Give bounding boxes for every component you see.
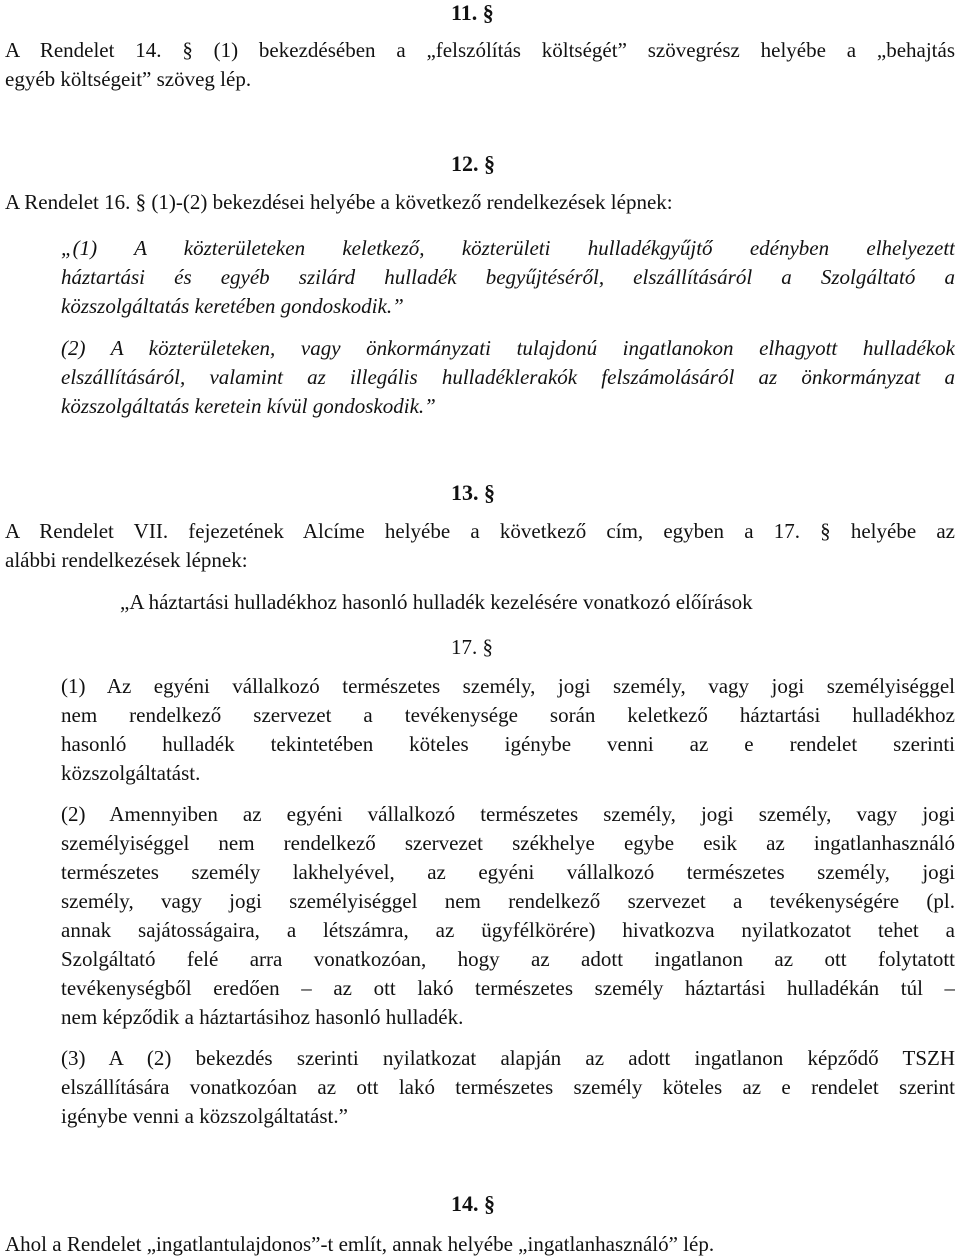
- text-line: természetes személy lakhelyével, az egyéni vállalkozó természetes személy, jogi: [61, 862, 955, 884]
- text-line: közszolgáltatást.: [61, 763, 201, 785]
- text-line: közszolgáltatás keretében gondoskodik.”: [61, 296, 404, 318]
- text-line: A Rendelet 14. § (1) bekezdésében a „felszólítás költségét” szövegrész helyébe a „behajtás: [5, 40, 955, 62]
- text-line: (2) Amennyiben az egyéni vállalkozó természetes személy, jogi személy, vagy jogi: [61, 804, 955, 826]
- article-17-heading: 17. §: [451, 635, 493, 659]
- text-line: személy, vagy jogi személyiséggel nem rendelkező szervezet a tevékenységére (pl.: [61, 891, 955, 913]
- text-line: közszolgáltatás keretein kívül gondoskodik.”: [61, 396, 436, 418]
- section-12-intro: A Rendelet 16. § (1)-(2) bekezdései helyébe a következő rendelkezések lépnek:: [5, 190, 673, 214]
- text-line: (3) A (2) bekezdés szerinti nyilatkozat alapján az adott ingatlanon képződő TSZH: [61, 1048, 955, 1070]
- section-13-subtitle: „A háztartási hulladékhoz hasonló hulladék kezelésére vonatkozó előírások: [120, 590, 753, 614]
- text-line: egyéb költségeit” szöveg lép.: [5, 69, 252, 91]
- text-line: „(1) A közterületeken keletkező, közterületi hulladékgyűjtő edényben elhelyezett: [61, 238, 955, 260]
- text-line: alábbi rendelkezések lépnek:: [5, 550, 248, 572]
- text-line: elszállítására vonatkozóan az ott lakó természetes személy köteles az e rendelet szerint: [61, 1077, 955, 1099]
- text-line: igénybe venni a közszolgáltatást.”: [61, 1106, 348, 1128]
- section-12-paragraph-1: [61, 238, 955, 325]
- article-17-paragraph-3: [61, 1048, 955, 1135]
- text-line: Szolgáltató felé arra vonatkozóan, hogy az adott ingatlanon az ott folytatott: [61, 949, 955, 971]
- section-12-heading: 12. §: [451, 151, 495, 176]
- text-line: háztartási és egyéb szilárd hulladék begyűjtéséről, elszállításáról a Szolgáltató a: [61, 267, 955, 289]
- section-13-intro: [5, 521, 955, 579]
- text-line: (2) A közterületeken, vagy önkormányzati tulajdonú ingatlanokon elhagyott hulladékok: [61, 338, 955, 360]
- text-line: nem rendelkező szervezet a tevékenysége során keletkező háztartási hulladékhoz: [61, 705, 955, 727]
- text-line: annak sajátosságaira, a létszámra, az ügyfélkörére) hivatkozva nyilatkozatot tehet a: [61, 920, 955, 942]
- text-line: tevékenységből eredően – az ott lakó természetes személy háztartási hulladékán túl –: [61, 978, 955, 1000]
- text-line: személyiséggel nem rendelkező szervezet székhelye egybe esik az ingatlanhasználó: [61, 833, 955, 855]
- text-line: A Rendelet VII. fejezetének Alcíme helyébe a következő cím, egyben a 17. § helyébe az: [5, 521, 955, 543]
- section-11-heading: 11. §: [451, 0, 494, 25]
- text-line: nem képződik a háztartásihoz hasonló hulladék.: [61, 1007, 464, 1029]
- section-13-heading: 13. §: [451, 480, 495, 505]
- section-11-text: [5, 40, 955, 98]
- article-17-paragraph-2: [61, 804, 955, 1036]
- text-line: (1) Az egyéni vállalkozó természetes személy, jogi személy, vagy jogi személyiséggel: [61, 676, 955, 698]
- section-12-paragraph-2: [61, 338, 955, 425]
- text-line: hasonló hulladék tekintetében köteles igénybe venni az e rendelet szerinti: [61, 734, 955, 756]
- section-14-text: Ahol a Rendelet „ingatlantulajdonos”-t említ, annak helyébe „ingatlanhasználó” lép.: [5, 1232, 715, 1256]
- article-17-paragraph-1: [61, 676, 955, 792]
- section-14-heading: 14. §: [451, 1191, 495, 1216]
- text-line: elszállításáról, valamint az illegális hulladéklerakók felszámolásáról az önkormányzat a: [61, 367, 955, 389]
